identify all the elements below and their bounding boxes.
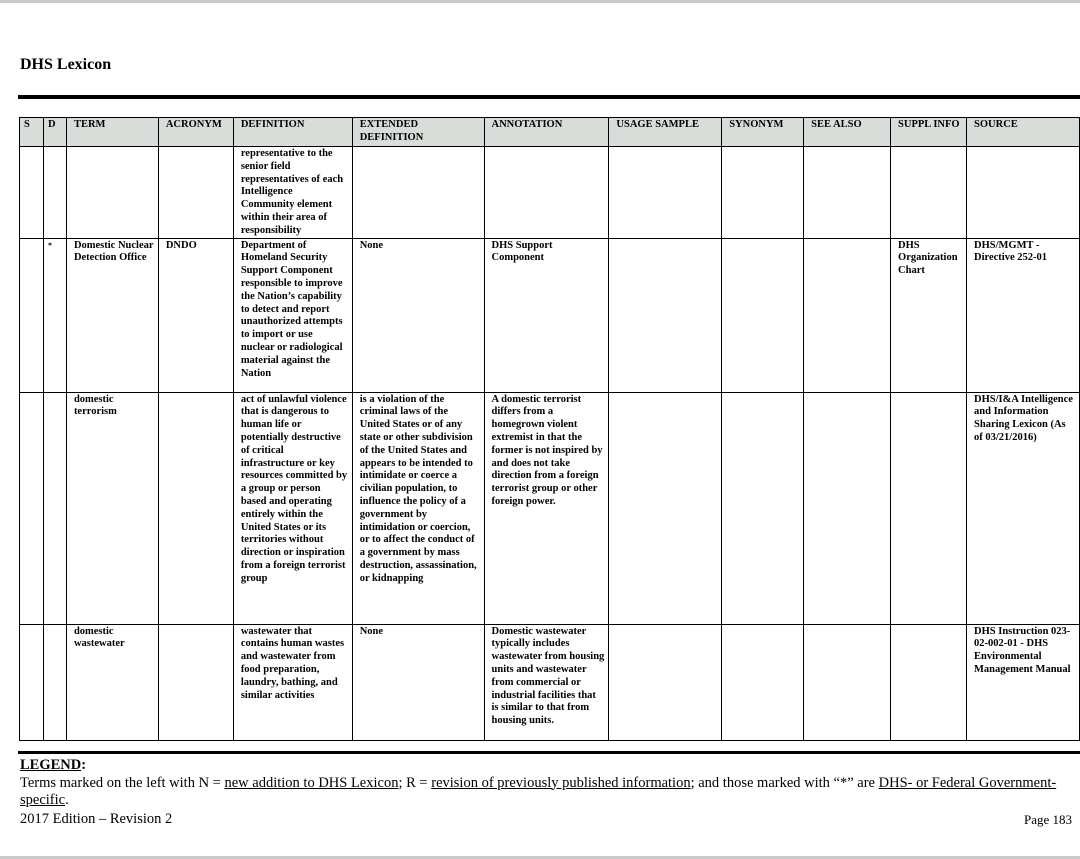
cell-synonym [722, 147, 804, 239]
header-suppl-info: SUPPL INFO [891, 118, 967, 147]
legend-heading [20, 757, 1060, 775]
title-divider [18, 95, 1080, 99]
top-border [0, 0, 1080, 3]
cell-acronym [158, 392, 233, 624]
document-title: DHS Lexicon [20, 56, 112, 73]
cell-source: DHS/MGMT - Directive 252-01 [967, 238, 1080, 392]
cell-term: domestic wastewater [66, 624, 158, 740]
header-acronym: ACRONYM [158, 118, 233, 147]
legend-title: LEGEND [20, 757, 82, 773]
cell-synonym [722, 392, 804, 624]
cell-usage-sample [609, 624, 722, 740]
legend-government-specific: DHS- or Federal Government-specific [20, 774, 1057, 808]
header-term: TERM [66, 118, 158, 147]
cell-suppl-info [891, 147, 967, 239]
legend-text-part: ; R = [398, 774, 432, 791]
header-s: S [20, 118, 44, 147]
header-synonym: SYNONYM [722, 118, 804, 147]
cell-extended-definition: None [352, 238, 484, 392]
cell-synonym [722, 238, 804, 392]
cell-see-also [804, 147, 891, 239]
legend-text-part: . [65, 792, 69, 808]
cell-s [20, 147, 44, 239]
legend-text [20, 775, 1060, 810]
cell-usage-sample [609, 147, 722, 239]
legend-new-addition: new addition to DHS Lexicon [224, 774, 399, 791]
cell-definition: act of unlawful violence that is dangerous to human life or potentially destructive of critical infrastructure or key resources committed by a group or person based and operating entirely within the United States or its territories without direction or inspiration from a foreign terrorist group [233, 392, 352, 624]
table-row [20, 147, 1080, 239]
cell-d [43, 624, 66, 740]
cell-term [66, 147, 158, 239]
cell-source: DHS/I&A Intelligence and Information Sharing Lexicon (As of 03/21/2016) [967, 392, 1080, 624]
table-row [20, 238, 1080, 392]
cell-term: Domestic Nuclear Detection Office [66, 238, 158, 392]
table-header-row [20, 118, 1080, 147]
cell-synonym [722, 624, 804, 740]
legend-divider [18, 751, 1080, 754]
lexicon-table [19, 117, 1080, 741]
cell-extended-definition [352, 147, 484, 239]
cell-definition: Department of Homeland Security Support Component responsible to improve the Nation’s capability to detect and report unauthorized attempts to import or use nuclear or radiological material against the Nation [233, 238, 352, 392]
cell-d [43, 392, 66, 624]
header-annotation: ANNOTATION [484, 118, 609, 147]
legend-text-part: Terms marked on the left with N = [20, 774, 225, 791]
legend [20, 757, 1060, 810]
cell-see-also [804, 238, 891, 392]
header-source: SOURCE [967, 118, 1080, 147]
legend-text-part: ; and those marked with “*” are [690, 774, 879, 791]
cell-term: domestic terrorism [66, 392, 158, 624]
cell-definition: representative to the senior field representatives of each Intelligence Community element within their area of responsibility [233, 147, 352, 239]
cell-s [20, 238, 44, 392]
cell-suppl-info: DHS Organization Chart [891, 238, 967, 392]
cell-annotation [484, 147, 609, 239]
header-definition: DEFINITION [233, 118, 352, 147]
cell-see-also [804, 392, 891, 624]
page-number: Page 183 [1023, 812, 1072, 827]
table-row [20, 624, 1080, 740]
cell-definition: wastewater that contains human wastes and wastewater from food preparation, laundry, bathing, and similar activities [233, 624, 352, 740]
cell-s [20, 624, 44, 740]
legend-colon: : [81, 757, 87, 773]
cell-acronym: DNDO [158, 238, 233, 392]
cell-d: * [43, 238, 66, 392]
table-row [20, 392, 1080, 624]
cell-usage-sample [609, 392, 722, 624]
cell-see-also [804, 624, 891, 740]
cell-extended-definition: None [352, 624, 484, 740]
cell-suppl-info [891, 624, 967, 740]
cell-annotation: Domestic wastewater typically includes wastewater from housing units and wastewater from commercial or industrial facilities that is similar to that from housing units. [484, 624, 609, 740]
cell-usage-sample [609, 238, 722, 392]
legend-revision: revision of previously published information [431, 774, 691, 791]
header-usage-sample: USAGE SAMPLE [609, 118, 722, 147]
cell-extended-definition: is a violation of the criminal laws of the United States or of any state or other subdivision of the United States and appears to be intended to intimidate or coerce a civilian population, to influence the policy of a government by intimidation or coercion, or to affect the conduct of a government by mass destruction, assassination, or kidnapping [352, 392, 484, 624]
header-extended-definition: EXTENDED DEFINITION [352, 118, 484, 147]
header-see-also: SEE ALSO [804, 118, 891, 147]
cell-s [20, 392, 44, 624]
cell-annotation: A domestic terrorist differs from a homegrown violent extremist in that the former is not inspired by and does not take direction from a foreign terrorist group or other foreign power. [484, 392, 609, 624]
cell-acronym [158, 624, 233, 740]
cell-source [967, 147, 1080, 239]
cell-source: DHS Instruction 023-02-002-01 - DHS Environmental Management Manual [967, 624, 1080, 740]
cell-suppl-info [891, 392, 967, 624]
cell-annotation: DHS Support Component [484, 238, 609, 392]
cell-d [43, 147, 66, 239]
cell-acronym [158, 147, 233, 239]
header-d: D [43, 118, 66, 147]
edition-label: 2017 Edition – Revision 2 [20, 811, 173, 827]
